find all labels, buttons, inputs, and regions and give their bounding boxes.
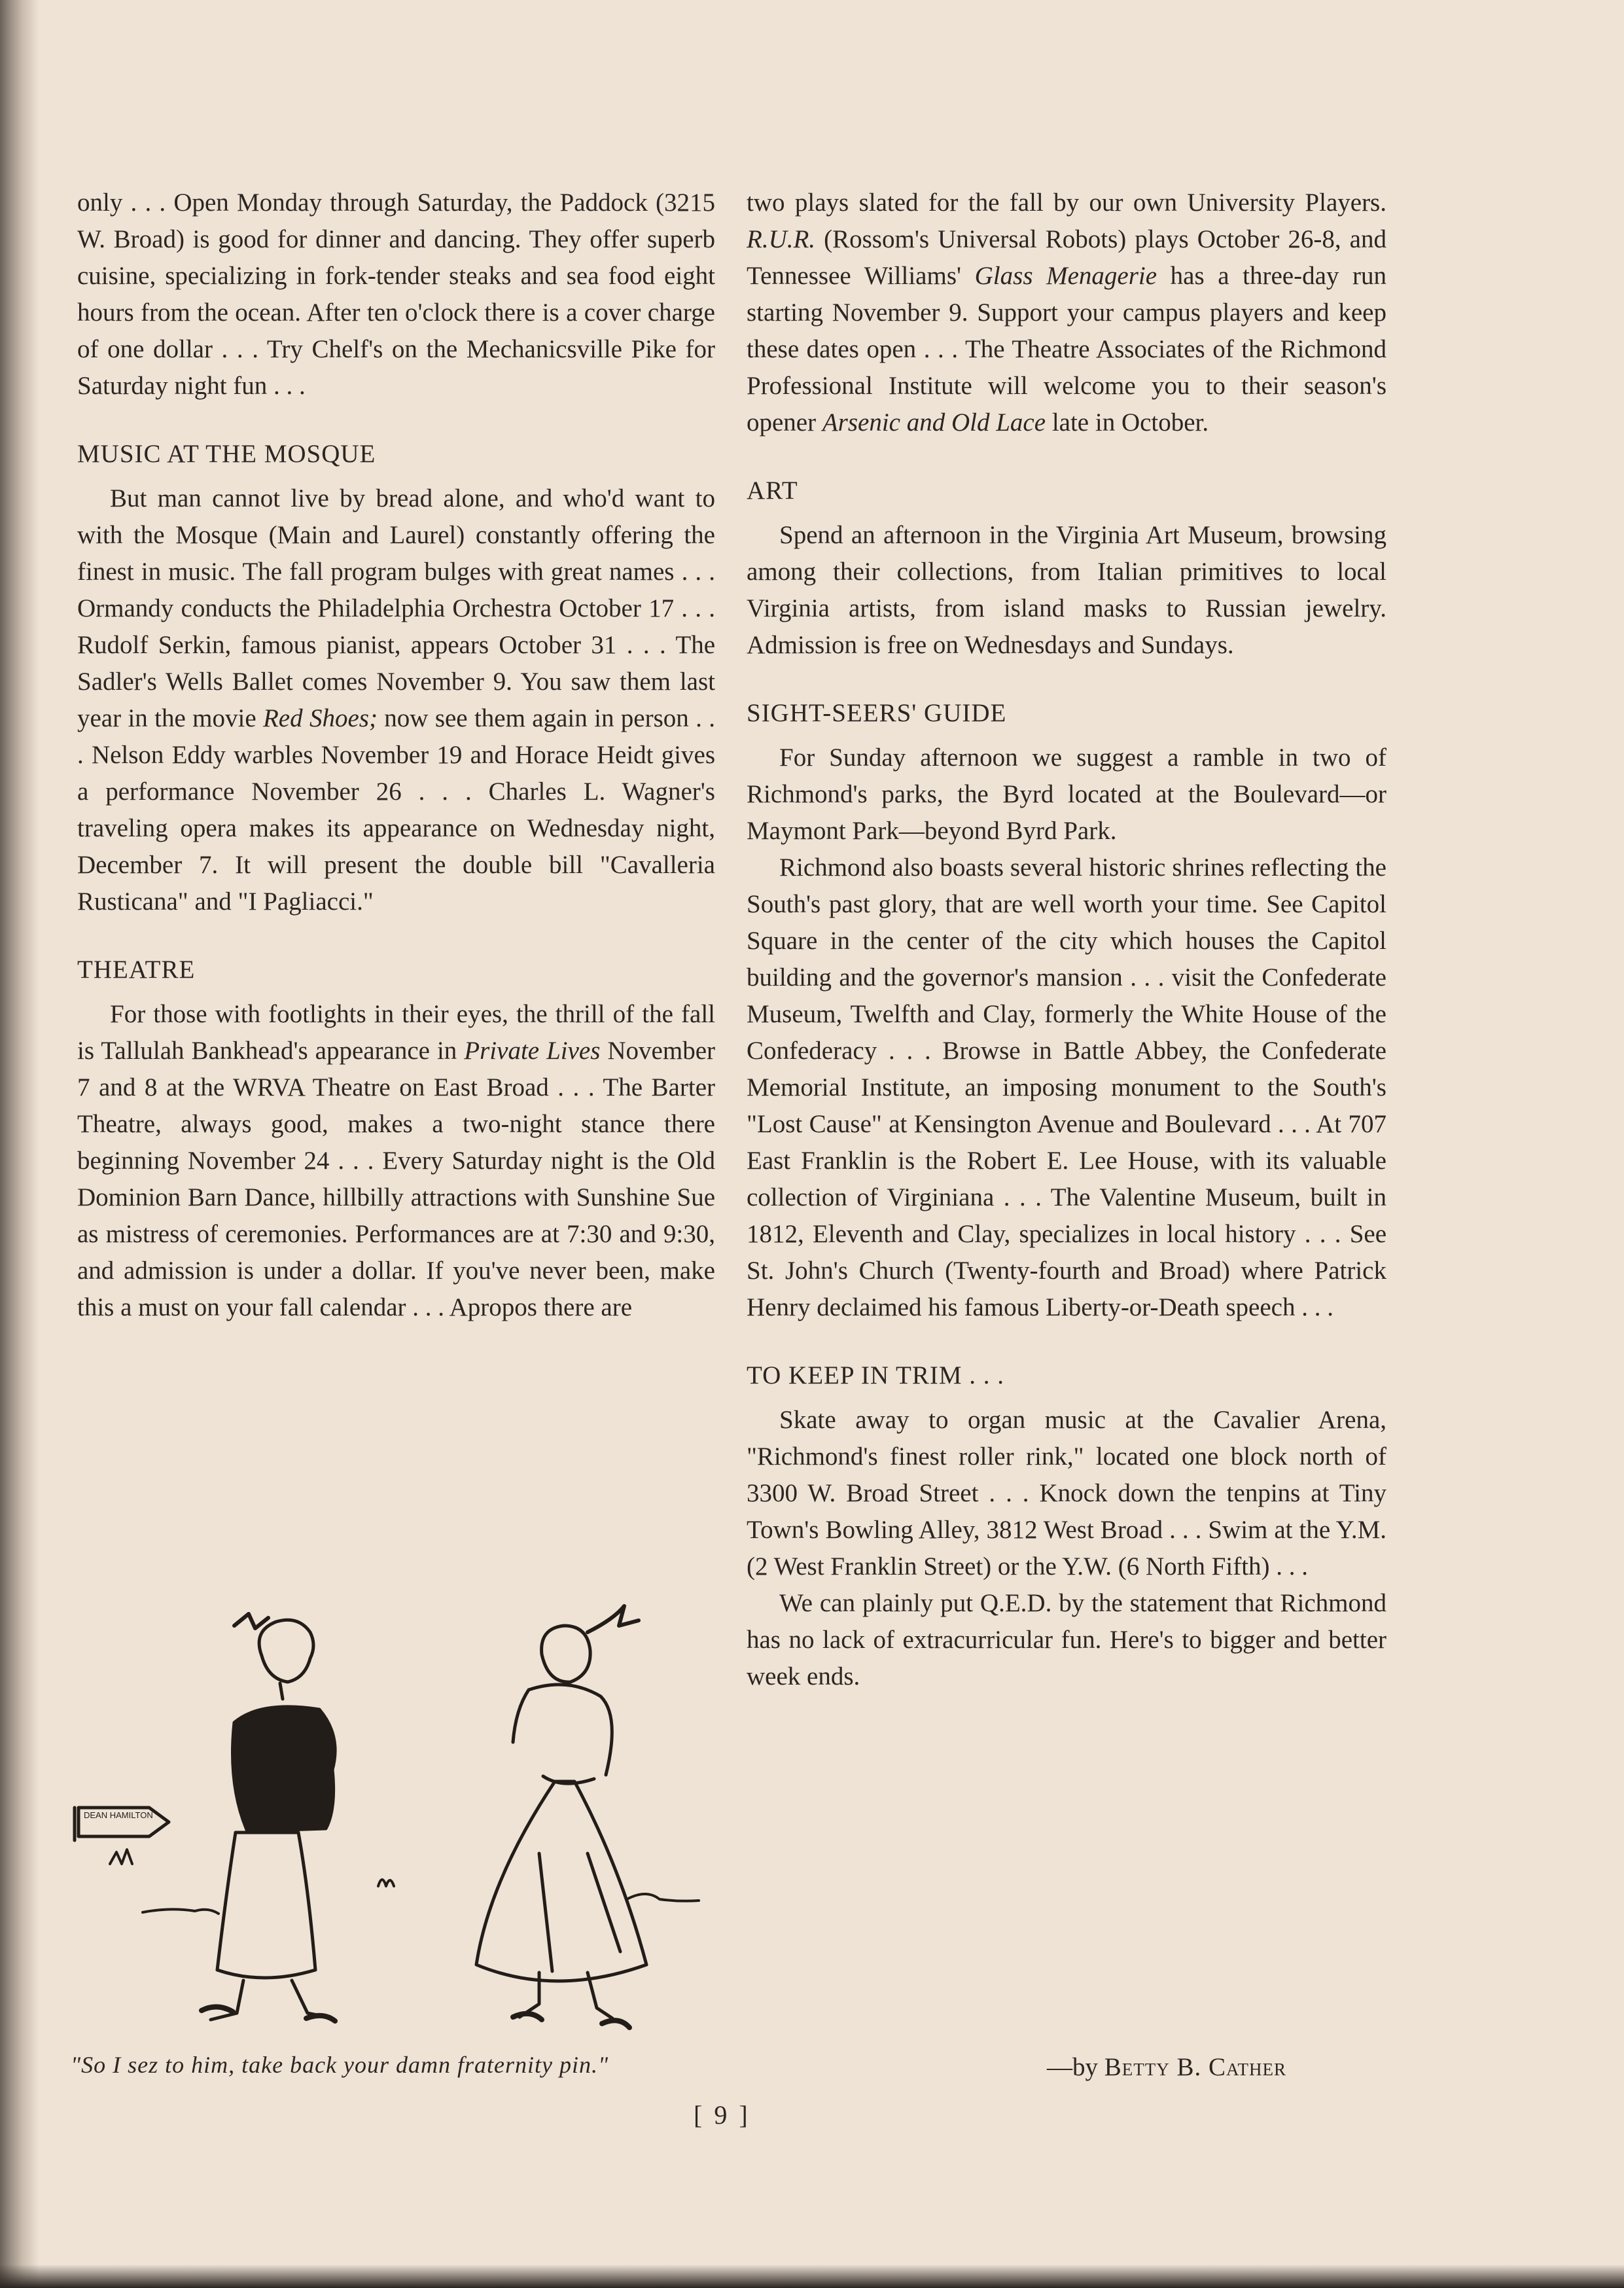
art-heading: ART — [747, 476, 798, 505]
girl-right-head — [542, 1626, 590, 1682]
girl-left-head — [259, 1620, 313, 1682]
cartoon-illustration — [71, 1592, 712, 2037]
trim-paragraph-1: Skate away to organ music at the Cavalier Arena, "Richmond's finest roller rink," located one block north of 3300 W. Broad Street . . . Knock down the tenpins at Tiny Town's Bowling Alley, 3812 West Broad . . . Swim at the Y.M. (2 West Franklin Street) or the Y.W. (6 North Fifth) . . . — [747, 1406, 1386, 1581]
sightseers-heading: SIGHT-SEERS' GUIDE — [747, 699, 1007, 727]
sightseers-paragraph-1: For Sunday afternoon we suggest a ramble in two of Richmond's parks, the Byrd located at the Boulevard—or Maymont Park—beyond Byrd Park. — [747, 743, 1386, 845]
signpost-text: DEAN HAMILTON — [84, 1810, 153, 1820]
music-paragraph: But man cannot live by bread alone, and who'd want to with the Mosque (Main and Laurel) constantly offering the finest in music. The fall program bulges with great names . . . Ormandy conducts the Philadelphia Orchestra October 17 . . . Rudolf Serkin, famous pianist, appears October 31 . . . The Sadler's Wells Ballet comes November 9. You saw them last year in the movie Red Shoes; now see them again in person . . . Nelson Eddy warbles November 19 and Horace Heidt gives a performance November 26 . . . Charles L. Wagner's traveling opera makes its appearance on Wednesday night, December 7. It will present the double bill "Cavalleria Rusticana" and "I Pagliacci." — [77, 484, 715, 916]
girl-left-skirt — [217, 1832, 315, 1978]
intro-paragraph: only . . . Open Monday through Saturday, the Paddock (3215 W. Broad) is good for dinner and dancing. They offer superb cuisine, specializing in fork-tender steaks and sea food eight hours from the ocean. After ten o'clock there is a cover charge of one dollar . . . Try Chelf's on the Mechanicsville Pike for Saturday night fun . . . — [77, 188, 715, 400]
trim-heading: TO KEEP IN TRIM . . . — [747, 1361, 1005, 1389]
author-byline: —by Betty B. Cather — [1047, 2053, 1287, 2081]
theatre-paragraph: For those with footlights in their eyes, the thrill of the fall is Tallulah Bankhead's appearance in Private Lives November 7 and 8 at the WRVA Theatre on East Broad . . . The Barter Theatre, always good, makes a two-night stance there beginning November 24 . . . Every Saturday night is the Old Dominion Barn Dance, hillbilly attractions with Sunshine Sue as mistress of ceremonies. Performances are at 7:30 and 9:30, and admission is under a dollar. If you've never been, make this a must on your fall calendar . . . Apropos there are — [77, 1000, 715, 1321]
theatre-heading: THEATRE — [77, 956, 196, 984]
art-paragraph: Spend an afternoon in the Virginia Art Museum, browsing among their collections, from Italian primitives to local Virginia artists, from island masks to Russian jewelry. Admission is free on Wednesdays and Sundays. — [747, 521, 1386, 659]
sightseers-paragraph-2: Richmond also boasts several historic shrines reflecting the South's past glory, that are well worth your time. See Capitol Square in the center of the city which houses the Capitol building and the governor's mansion . . . visit the Confederate Museum, Twelfth and Clay, formerly the White House of the Confederacy . . . Browse in Battle Abbey, the Confederate Memorial Institute, an imposing monument to the South's "Lost Cause" at Kensington Avenue and Boulevard . . . At 707 East Franklin is the Robert E. Lee House, with its valuable collection of Virginiana . . . The Valentine Museum, built in 1812, Eleventh and Clay, specializes in local history . . . See St. John's Church (Twenty-fourth and Broad) where Patrick Henry declaimed his famous Liberty-or-Death speech . . . — [747, 853, 1386, 1321]
trim-paragraph-2: We can plainly put Q.E.D. by the statement that Richmond has no lack of extracurricular fun. Here's to bigger and better week ends. — [747, 1589, 1386, 1690]
music-heading: MUSIC AT THE MOSQUE — [77, 440, 376, 468]
right-column — [747, 185, 1386, 1695]
cartoon-caption: "So I sez to him, take back your damn fraternity pin." — [71, 2052, 609, 2078]
left-column — [77, 185, 715, 1326]
book-spine-shadow — [0, 0, 39, 2288]
theatre-continued-paragraph: two plays slated for the fall by our own University Players. R.U.R. (Rossom's Universal Robots) plays October 26-8, and Tennessee Williams' Glass Menagerie has a three-day run starting November 9. Support your campus players and keep these dates open . . . The Theatre Associates of the Richmond Professional Institute will welcome you to their season's opener Arsenic and Old Lace late in October. — [747, 188, 1386, 437]
girl-left-sweater — [233, 1707, 336, 1831]
page-number: [ 9 ] — [694, 2100, 750, 2130]
bottom-edge-shadow — [0, 2264, 1624, 2288]
